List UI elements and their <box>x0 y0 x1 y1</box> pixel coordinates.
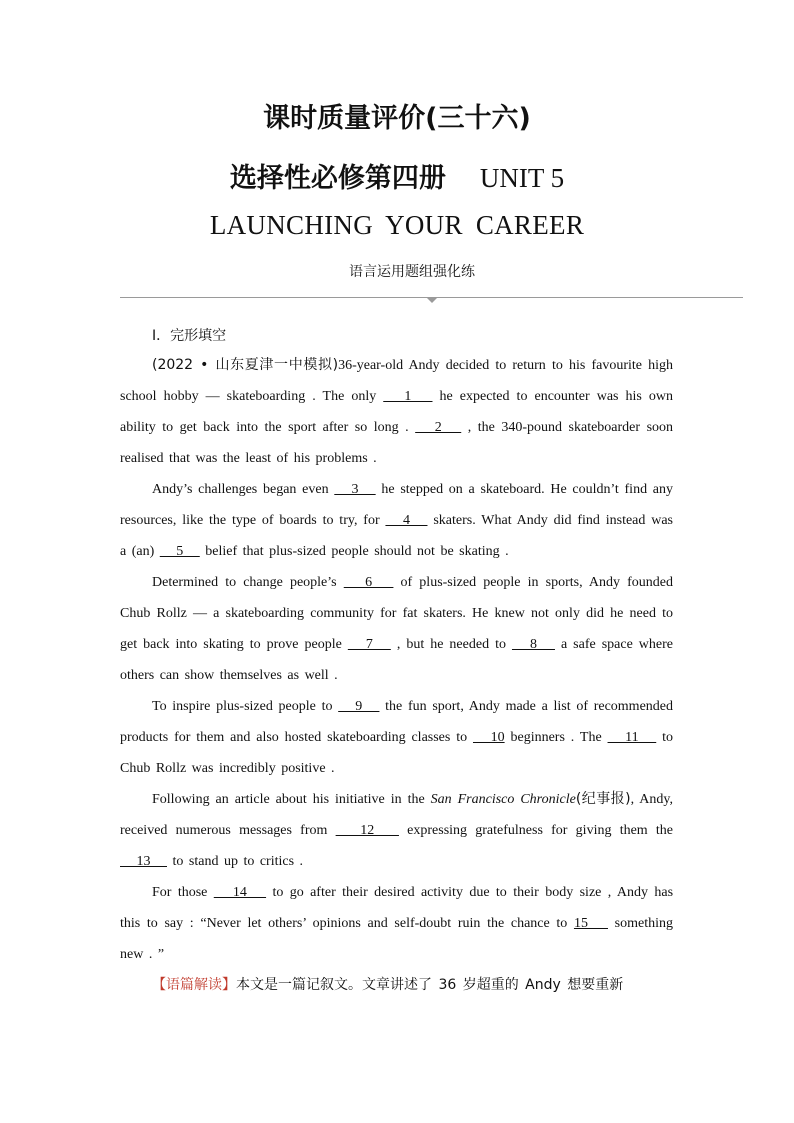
unit-title-line <box>0 156 794 195</box>
passage-text: For those <box>152 885 214 900</box>
passage-text: beginners . The <box>504 730 608 745</box>
passage-text: Andy’s challenges began even <box>152 482 335 497</box>
unit-number: UNIT 5 <box>479 163 565 193</box>
paragraph-2 <box>120 474 673 567</box>
passage-text: a safe space where others can show themselves as well . <box>120 637 674 683</box>
passage <box>120 350 673 1001</box>
paragraph-6 <box>120 877 673 970</box>
blank-11: 11 <box>607 730 657 745</box>
passage-text: Following an article about his initiative in the <box>152 792 431 807</box>
blank-4: 4 <box>385 513 428 528</box>
exercise-subtitle: 语言运用题组强化练 <box>349 264 475 280</box>
analysis-text: 本文是一篇记叙文。文章讲述了 36 岁超重的 Andy 想要重新 <box>236 977 624 993</box>
passage-text: to go after their desired activity due to their body size , Andy has this to say : “Never let others’ opinions and self-doubt ruin the chance to <box>120 885 674 931</box>
unit-name: LAUNCHING YOUR CAREER <box>209 210 585 240</box>
blank-15: 15 <box>573 916 608 931</box>
page-title: 课时质量评价(三十六) <box>263 103 531 134</box>
passage-text: to stand up to critics . <box>167 854 304 869</box>
passage-text: , the 340-pound skateboarder soon realised that was the least of his problems . <box>120 420 674 466</box>
passage-analysis <box>120 970 673 1001</box>
passage-text: belief that plus-sized people should not be skating . <box>199 544 509 559</box>
passage-text: 36-year-old Andy decided to return to his favourite high school hobby — skateboarding . The only <box>120 358 673 404</box>
passage-text: he expected to encounter was his own ability to get back into the sport after so long . <box>120 389 674 435</box>
passage-text: to Chub Rollz was incredibly positive . <box>120 730 673 776</box>
blank-8: 8 <box>511 637 555 652</box>
blank-12: 12 <box>335 823 399 838</box>
passage-text: expressing gratefulness for giving them the <box>398 823 674 838</box>
blank-10: 10 <box>472 730 505 745</box>
newspaper-note: (纪事报) <box>575 791 631 807</box>
textbook-volume: 选择性必修第四册 <box>229 163 446 194</box>
passage-text: skaters. What Andy did find instead was a (an) <box>120 513 673 559</box>
paragraph-1 <box>120 350 673 474</box>
paragraph-4 <box>120 691 673 784</box>
blank-3: 3 <box>334 482 376 497</box>
newspaper-name: San Francisco Chronicle <box>430 792 576 807</box>
blank-9: 9 <box>338 699 380 714</box>
blank-7: 7 <box>347 637 391 652</box>
source-note: (2022 • 山东夏津一中模拟) <box>152 357 339 373</box>
divider-arrow-icon <box>426 297 438 303</box>
passage-text: , Andy, received numerous messages from <box>120 792 673 838</box>
blank-14: 14 <box>213 885 267 900</box>
blank-6: 6 <box>343 575 394 590</box>
paragraph-5 <box>120 784 673 877</box>
passage-text: , but he needed to <box>390 637 512 652</box>
blank-5: 5 <box>159 544 200 559</box>
section-heading: Ⅰ．完形填空 <box>152 328 227 344</box>
blank-13: 13 <box>120 854 167 869</box>
passage-text: the fun sport, Andy made a list of recommended products for them and also hosted skateboarding classes to <box>120 699 674 745</box>
passage-text: Determined to change people’s <box>152 575 344 590</box>
paragraph-3 <box>120 567 673 691</box>
passage-text: he stepped on a skateboard. He couldn’t find any resources, like the type of boards to try, for <box>120 482 674 528</box>
passage-text: of plus-sized people in sports, Andy founded Chub Rollz — a skateboarding community for fat skaters. He knew not only did he need to get back into skating to prove people <box>120 575 674 652</box>
passage-text: To inspire plus-sized people to <box>152 699 339 714</box>
blank-1: 1 <box>383 389 433 404</box>
blank-2: 2 <box>415 420 462 435</box>
analysis-label: 【语篇解读】 <box>152 977 236 993</box>
passage-text: something new . ” <box>120 916 673 962</box>
